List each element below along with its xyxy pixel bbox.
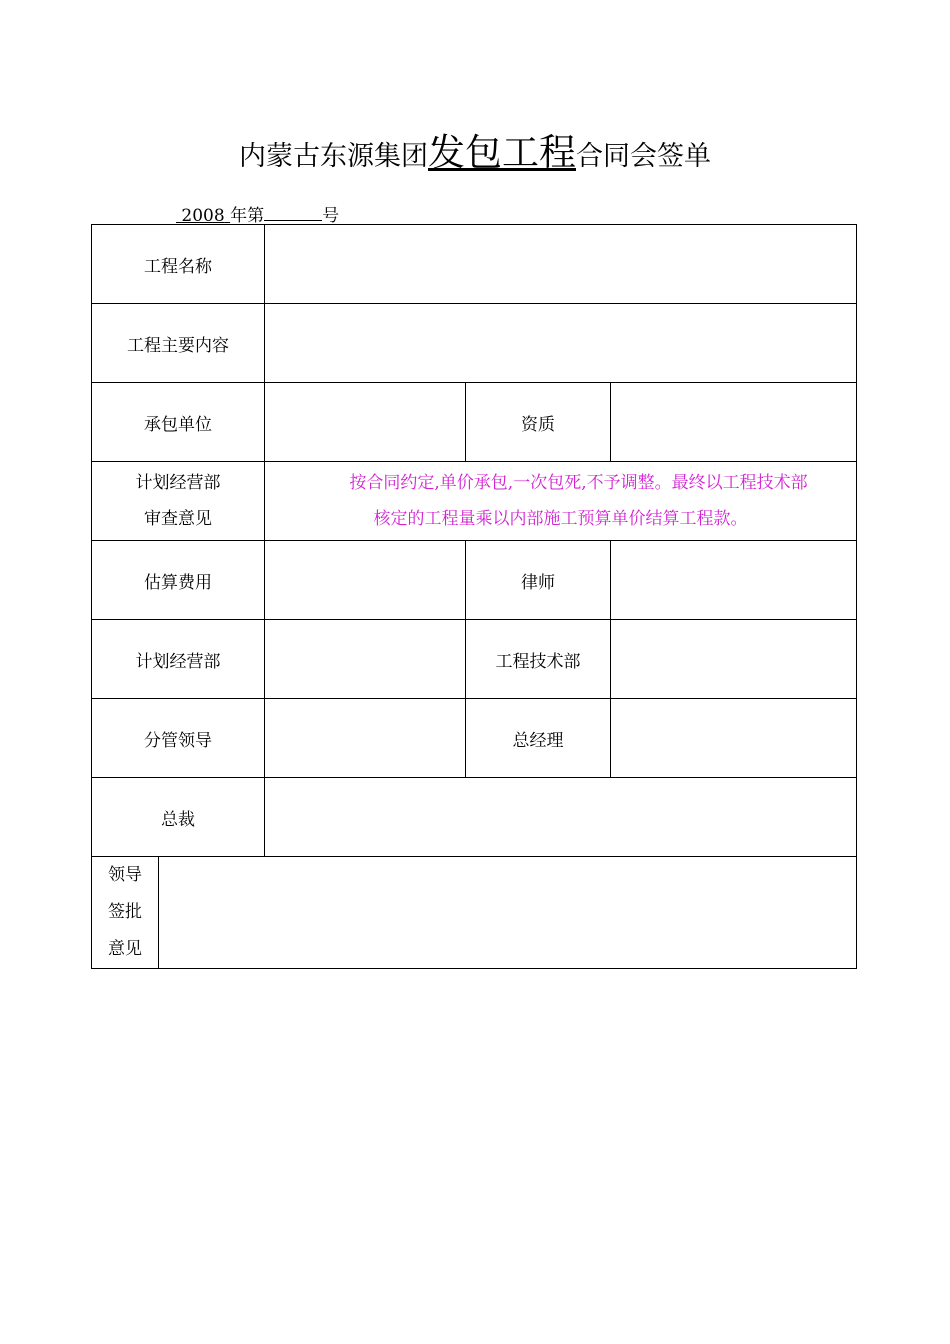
row-leaders <box>92 699 857 778</box>
contractor-label: 承包单位 <box>92 383 265 462</box>
document-number-line <box>176 201 339 226</box>
estimated-cost-field[interactable] <box>265 541 466 620</box>
opinion-line-1: 按合同约定,单价承包,一次包死,不予调整。最终以工程技术部 <box>349 473 808 493</box>
contract-signoff-form <box>91 224 857 969</box>
row-project-name <box>92 225 857 304</box>
doc-year-label: 年第 <box>230 206 265 226</box>
lawyer-field[interactable] <box>611 541 857 620</box>
row-contractor <box>92 383 857 462</box>
title-emphasis: 发包工程 <box>428 131 576 174</box>
row-president <box>92 778 857 857</box>
president-field[interactable] <box>265 778 857 857</box>
leader-approval-label: 领导 签批 意见 <box>92 857 159 969</box>
engineering-dept-label: 工程技术部 <box>466 620 611 699</box>
opinion-line-2: 核定的工程量乘以内部施工预算单价结算工程款。 <box>373 509 748 529</box>
general-manager-label: 总经理 <box>466 699 611 778</box>
project-name-label: 工程名称 <box>92 225 265 304</box>
leader-approval-field[interactable] <box>159 857 857 969</box>
row-departments <box>92 620 857 699</box>
planning-dept-label: 计划经营部 <box>92 620 265 699</box>
qualification-label: 资质 <box>466 383 611 462</box>
main-content-label: 工程主要内容 <box>92 304 265 383</box>
row-main-content <box>92 304 857 383</box>
row-estimated-cost <box>92 541 857 620</box>
main-content-field[interactable] <box>265 304 857 383</box>
president-label: 总裁 <box>92 778 265 857</box>
engineering-dept-field[interactable] <box>611 620 857 699</box>
planning-review-label: 计划经营部 审查意见 <box>92 462 265 541</box>
supervising-leader-field[interactable] <box>265 699 466 778</box>
planning-dept-field[interactable] <box>265 620 466 699</box>
supervising-leader-label: 分管领导 <box>92 699 265 778</box>
row-leader-approval <box>92 857 857 969</box>
doc-year: 2008 <box>181 206 225 226</box>
title-prefix: 内蒙古东源集团 <box>239 141 428 172</box>
planning-review-opinion[interactable] <box>265 462 857 541</box>
general-manager-field[interactable] <box>611 699 857 778</box>
lawyer-label: 律师 <box>466 541 611 620</box>
doc-number-field[interactable] <box>264 206 322 221</box>
document-title <box>0 128 950 182</box>
doc-number-suffix: 号 <box>322 206 340 226</box>
row-planning-review <box>92 462 857 541</box>
title-suffix: 合同会签单 <box>576 141 711 172</box>
contractor-field[interactable] <box>265 383 466 462</box>
project-name-field[interactable] <box>265 225 857 304</box>
qualification-field[interactable] <box>611 383 857 462</box>
estimated-cost-label: 估算费用 <box>92 541 265 620</box>
